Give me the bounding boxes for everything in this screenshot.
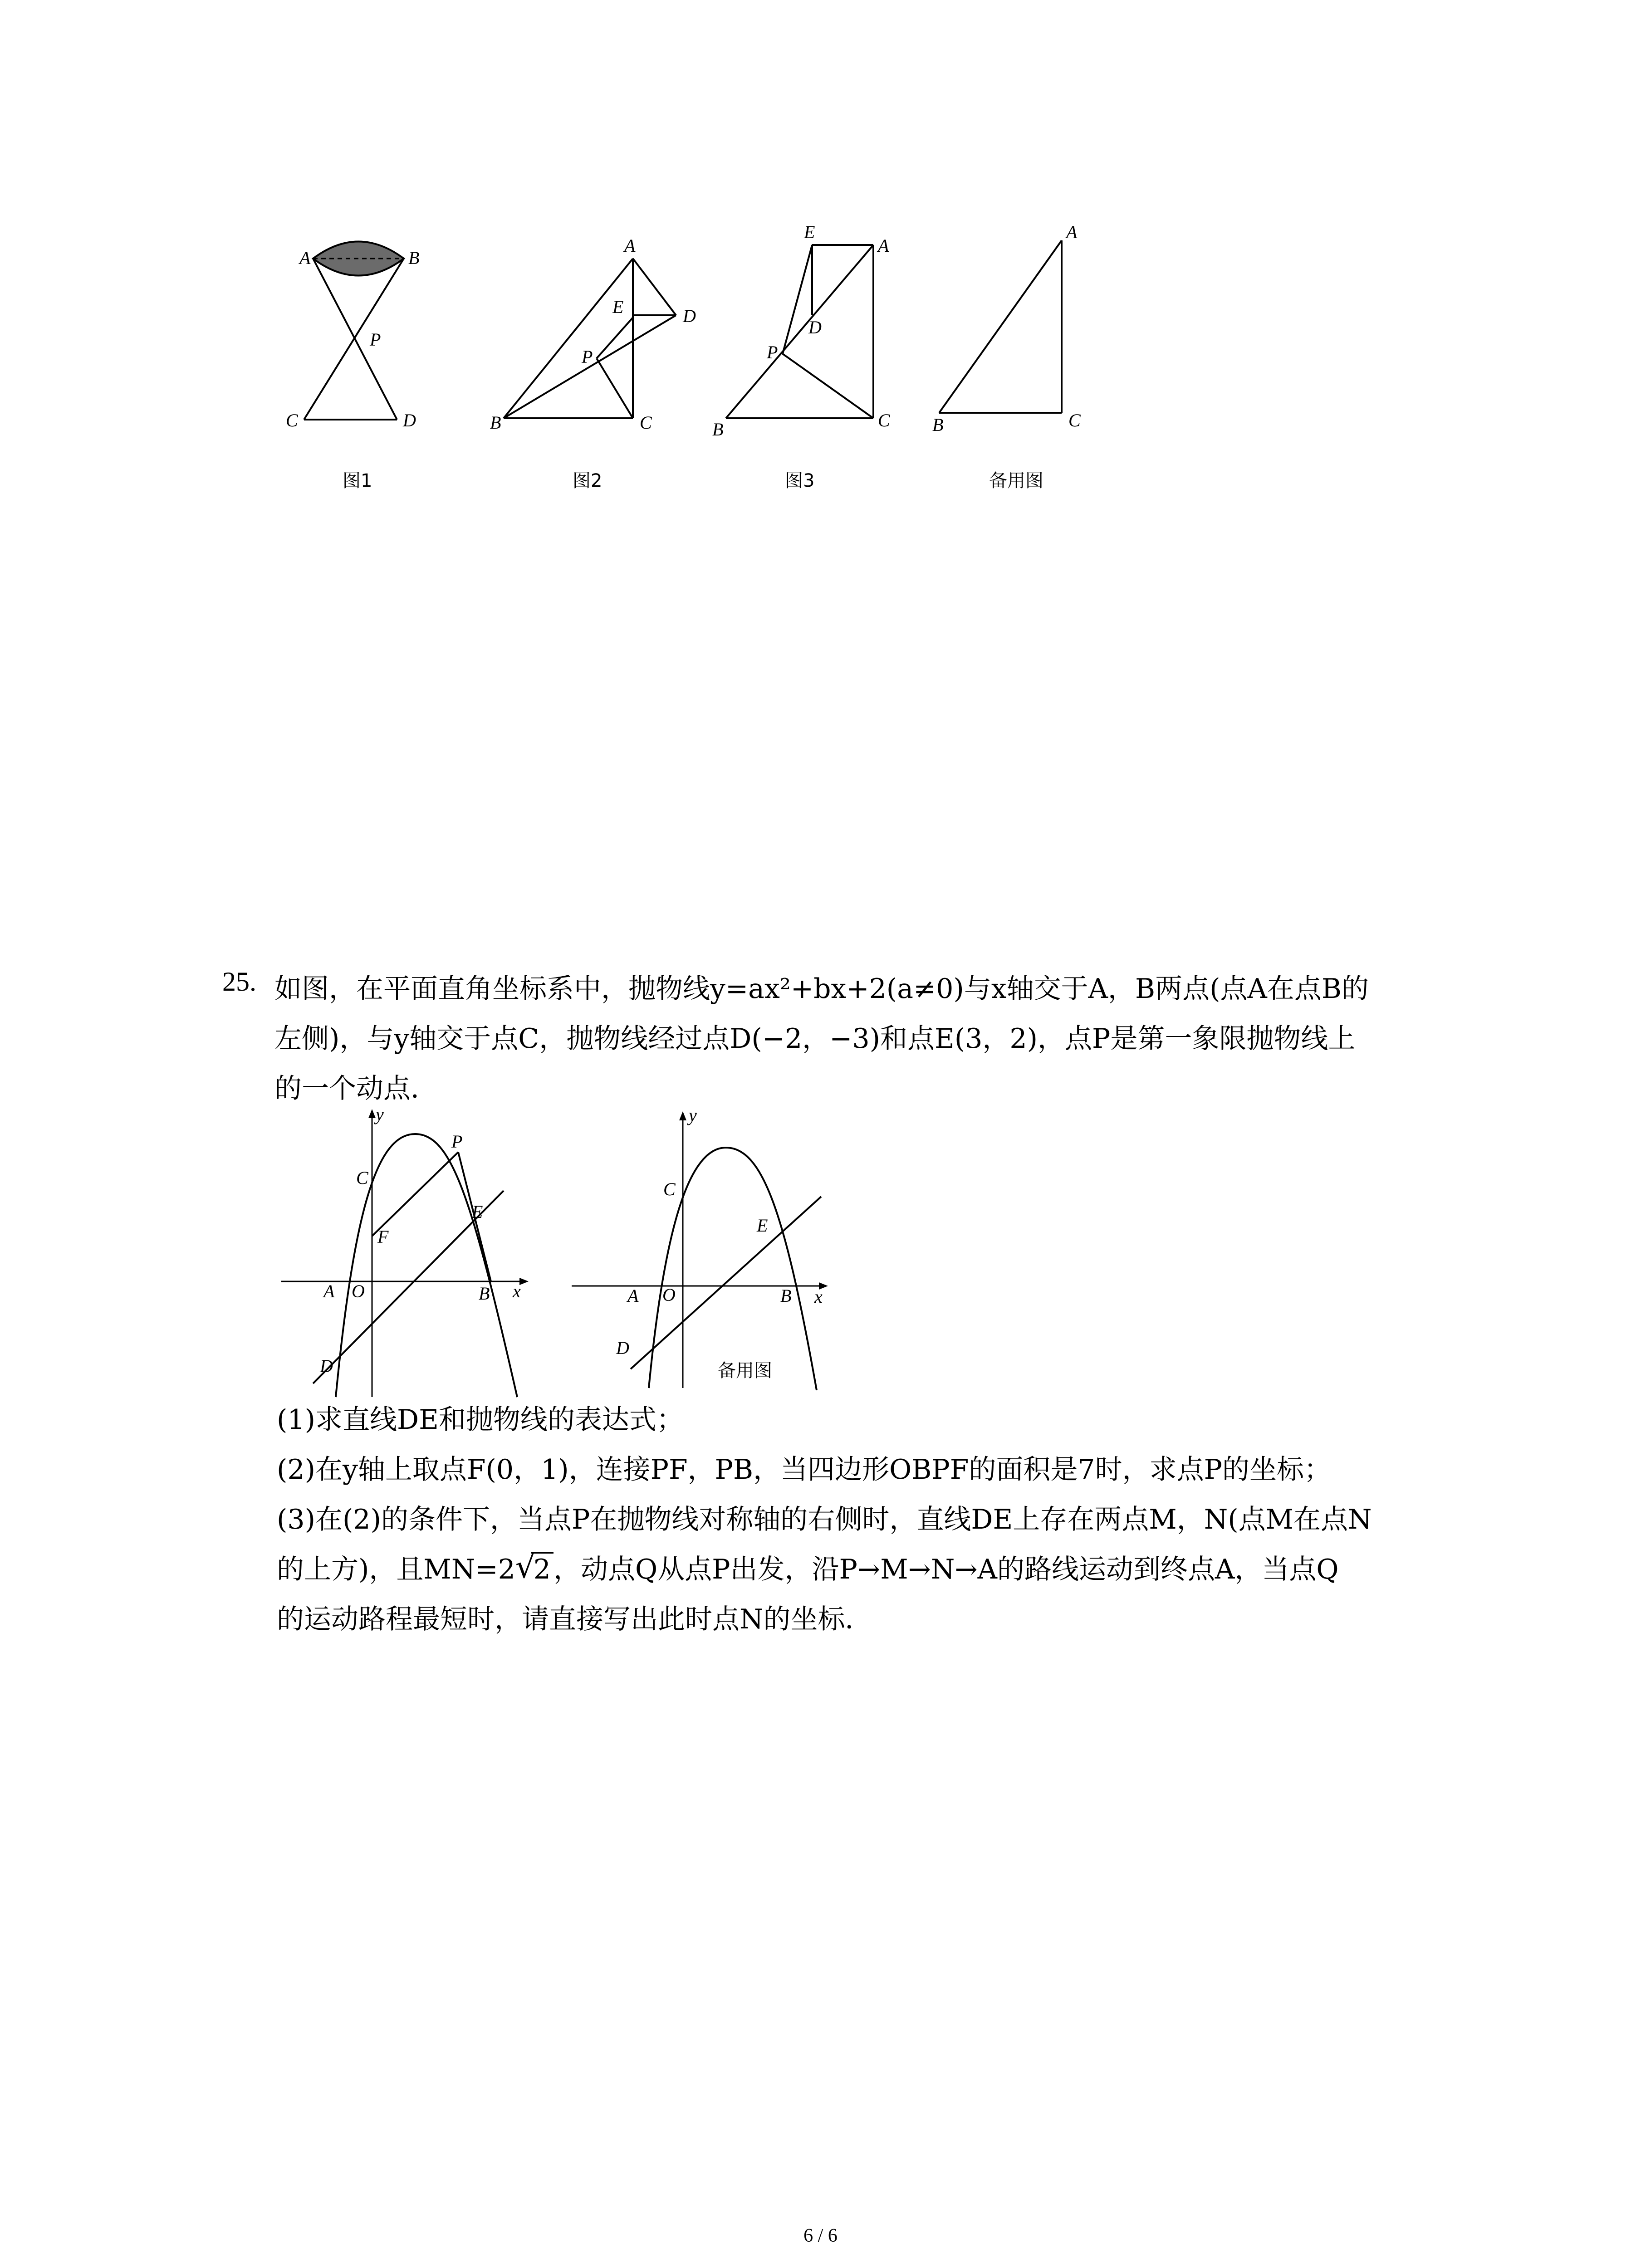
figure-2 bbox=[481, 227, 717, 445]
question-part-1: (1)求直线DE和抛物线的表达式； bbox=[277, 1404, 684, 1436]
segment-pc bbox=[597, 358, 633, 418]
label-e: E bbox=[472, 1202, 483, 1222]
segment-ad bbox=[313, 259, 397, 420]
label-b: B bbox=[479, 1283, 490, 1304]
label-a: A bbox=[299, 248, 311, 268]
sqrt-symbol bbox=[515, 1547, 554, 1592]
segment-ab bbox=[726, 245, 873, 418]
segment-pc bbox=[783, 354, 873, 418]
question-part-2: (2)在y轴上取点F(0，1)，连接PF，PB，当四边形OBPF的面积是7时，求点P的坐标； bbox=[277, 1454, 1331, 1486]
figure-backup bbox=[912, 222, 1112, 440]
label-e: E bbox=[757, 1215, 768, 1236]
label-o: O bbox=[662, 1285, 676, 1305]
segment-ep bbox=[783, 245, 812, 354]
part-3-text-b: ，动点Q从点P出发，沿P→M→N→A的路线运动到终点A，当点Q bbox=[553, 1554, 1339, 1585]
segment-ad bbox=[633, 259, 676, 315]
label-f: F bbox=[377, 1227, 389, 1247]
question-line-2: 左侧)，与y轴交于点C，抛物线经过点D(−2，−3)和点E(3，2)，点P是第一象限抛物线上 bbox=[274, 1023, 1356, 1055]
figure-backup-caption: 备用图 bbox=[989, 470, 1043, 491]
page-number: 6 / 6 bbox=[803, 2225, 838, 2246]
label-a: A bbox=[627, 1286, 639, 1306]
parabola-graph-backup bbox=[567, 1107, 830, 1402]
label-d: D bbox=[320, 1356, 333, 1376]
line-de bbox=[631, 1197, 821, 1369]
question-line-3: 的一个动点． bbox=[274, 1073, 438, 1105]
label-p: P bbox=[451, 1131, 463, 1152]
label-e: E bbox=[804, 222, 815, 242]
parabola-graph-main bbox=[277, 1104, 540, 1402]
label-a: A bbox=[323, 1281, 335, 1301]
label-c: C bbox=[640, 412, 652, 433]
sqrt-radicand: 2 bbox=[531, 1552, 554, 1585]
label-c: C bbox=[663, 1179, 676, 1199]
label-b: B bbox=[932, 415, 944, 435]
label-y: y bbox=[689, 1105, 697, 1125]
figure-1 bbox=[272, 227, 436, 445]
label-x: x bbox=[513, 1281, 521, 1301]
label-e: E bbox=[612, 297, 624, 317]
label-b: B bbox=[780, 1286, 792, 1306]
x-axis-arrow bbox=[519, 1278, 529, 1285]
figure-1-caption: 图1 bbox=[343, 470, 372, 491]
question-part-3-line-1: (3)在(2)的条件下，当点P在抛物线对称轴的右侧时，直线DE上存在两点M，N(点M在点N bbox=[277, 1504, 1372, 1535]
label-p: P bbox=[767, 342, 778, 362]
label-c: C bbox=[356, 1168, 368, 1188]
label-c: C bbox=[1068, 410, 1081, 430]
label-c: C bbox=[878, 410, 890, 430]
label-b: B bbox=[490, 412, 501, 433]
label-p: P bbox=[370, 329, 381, 350]
y-axis-arrow bbox=[368, 1109, 376, 1118]
y-axis-arrow bbox=[679, 1111, 686, 1120]
segment-pf bbox=[372, 1152, 458, 1236]
label-p: P bbox=[582, 347, 593, 367]
label-d: D bbox=[403, 410, 416, 430]
segment-ab bbox=[939, 240, 1062, 413]
label-d: D bbox=[616, 1338, 629, 1358]
label-y: y bbox=[376, 1104, 384, 1124]
figure-2-caption: 图2 bbox=[573, 470, 603, 491]
label-a: A bbox=[878, 235, 889, 256]
segment-bc bbox=[304, 259, 404, 420]
label-a: A bbox=[1066, 222, 1078, 242]
label-c: C bbox=[286, 410, 298, 430]
question-line-1: 如图，在平面直角坐标系中，抛物线y=ax²+bx+2(a≠0)与x轴交于A，B两点(点A在点B的 bbox=[274, 973, 1369, 1005]
label-d: D bbox=[808, 317, 822, 337]
question-number: 25. bbox=[222, 967, 256, 997]
label-b: B bbox=[712, 419, 724, 440]
figure-3-caption: 图3 bbox=[785, 470, 815, 491]
label-x: x bbox=[814, 1286, 823, 1307]
figure-3 bbox=[703, 218, 930, 445]
question-part-3-line-2 bbox=[277, 1547, 1339, 1592]
label-d: D bbox=[683, 306, 696, 326]
label-b: B bbox=[408, 248, 420, 268]
backup-graph-caption: 备用图 bbox=[718, 1360, 772, 1381]
label-o: O bbox=[352, 1281, 365, 1301]
part-3-text-a: 的上方)，且MN=2 bbox=[277, 1554, 515, 1585]
label-a: A bbox=[624, 235, 636, 256]
question-part-3-line-3: 的运动路程最短时，请直接写出此时点N的坐标． bbox=[277, 1603, 872, 1635]
